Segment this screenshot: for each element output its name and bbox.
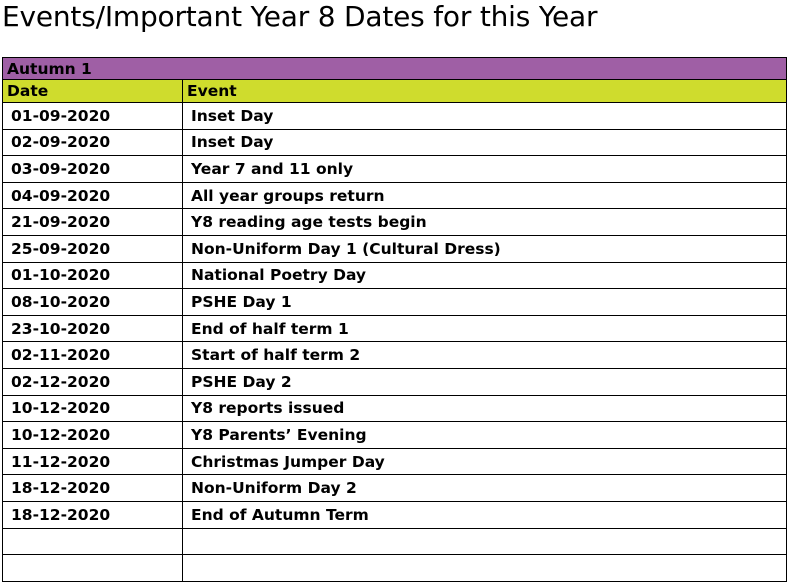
date-cell: 10-12-2020 bbox=[3, 422, 183, 449]
table-row bbox=[3, 528, 787, 555]
date-cell: 18-12-2020 bbox=[3, 475, 183, 502]
event-column-header: Event bbox=[183, 80, 787, 103]
page-title: Events/Important Year 8 Dates for this Year bbox=[2, 0, 598, 33]
date-cell: 01-10-2020 bbox=[3, 262, 183, 289]
event-cell: Christmas Jumper Day bbox=[183, 448, 787, 475]
table-row bbox=[3, 156, 787, 183]
date-cell: 08-10-2020 bbox=[3, 289, 183, 316]
table-row bbox=[3, 422, 787, 449]
table-row bbox=[3, 182, 787, 209]
table-row bbox=[3, 129, 787, 156]
header-row bbox=[3, 80, 787, 103]
table-row bbox=[3, 501, 787, 528]
date-cell: 01-09-2020 bbox=[3, 103, 183, 130]
table-row bbox=[3, 262, 787, 289]
event-cell: Y8 reading age tests begin bbox=[183, 209, 787, 236]
date-cell: 11-12-2020 bbox=[3, 448, 183, 475]
event-cell: Non-Uniform Day 2 bbox=[183, 475, 787, 502]
table-row bbox=[3, 342, 787, 369]
event-cell: All year groups return bbox=[183, 182, 787, 209]
table-row bbox=[3, 555, 787, 582]
date-cell: 03-09-2020 bbox=[3, 156, 183, 183]
section-row bbox=[3, 58, 787, 80]
table-row bbox=[3, 475, 787, 502]
table-row bbox=[3, 448, 787, 475]
date-cell: 02-11-2020 bbox=[3, 342, 183, 369]
date-cell: 02-12-2020 bbox=[3, 368, 183, 395]
table-row bbox=[3, 103, 787, 130]
event-cell: Y8 Parents’ Evening bbox=[183, 422, 787, 449]
events-table bbox=[2, 57, 787, 582]
event-cell: Start of half term 2 bbox=[183, 342, 787, 369]
date-cell: 04-09-2020 bbox=[3, 182, 183, 209]
table-row bbox=[3, 209, 787, 236]
table-row bbox=[3, 395, 787, 422]
date-cell: 10-12-2020 bbox=[3, 395, 183, 422]
date-cell: 21-09-2020 bbox=[3, 209, 183, 236]
date-cell: 23-10-2020 bbox=[3, 315, 183, 342]
event-cell: End of Autumn Term bbox=[183, 501, 787, 528]
event-cell bbox=[183, 555, 787, 582]
date-cell bbox=[3, 528, 183, 555]
date-cell bbox=[3, 555, 183, 582]
event-cell: Year 7 and 11 only bbox=[183, 156, 787, 183]
event-cell: Non-Uniform Day 1 (Cultural Dress) bbox=[183, 235, 787, 262]
event-cell: Y8 reports issued bbox=[183, 395, 787, 422]
date-column-header: Date bbox=[3, 80, 183, 103]
table-row bbox=[3, 289, 787, 316]
event-cell: PSHE Day 2 bbox=[183, 368, 787, 395]
table-row bbox=[3, 368, 787, 395]
section-label: Autumn 1 bbox=[3, 58, 787, 80]
date-cell: 25-09-2020 bbox=[3, 235, 183, 262]
event-cell bbox=[183, 528, 787, 555]
date-cell: 02-09-2020 bbox=[3, 129, 183, 156]
event-cell: Inset Day bbox=[183, 129, 787, 156]
table-row bbox=[3, 315, 787, 342]
event-cell: PSHE Day 1 bbox=[183, 289, 787, 316]
event-cell: Inset Day bbox=[183, 103, 787, 130]
event-cell: End of half term 1 bbox=[183, 315, 787, 342]
date-cell: 18-12-2020 bbox=[3, 501, 183, 528]
table-row bbox=[3, 235, 787, 262]
event-cell: National Poetry Day bbox=[183, 262, 787, 289]
